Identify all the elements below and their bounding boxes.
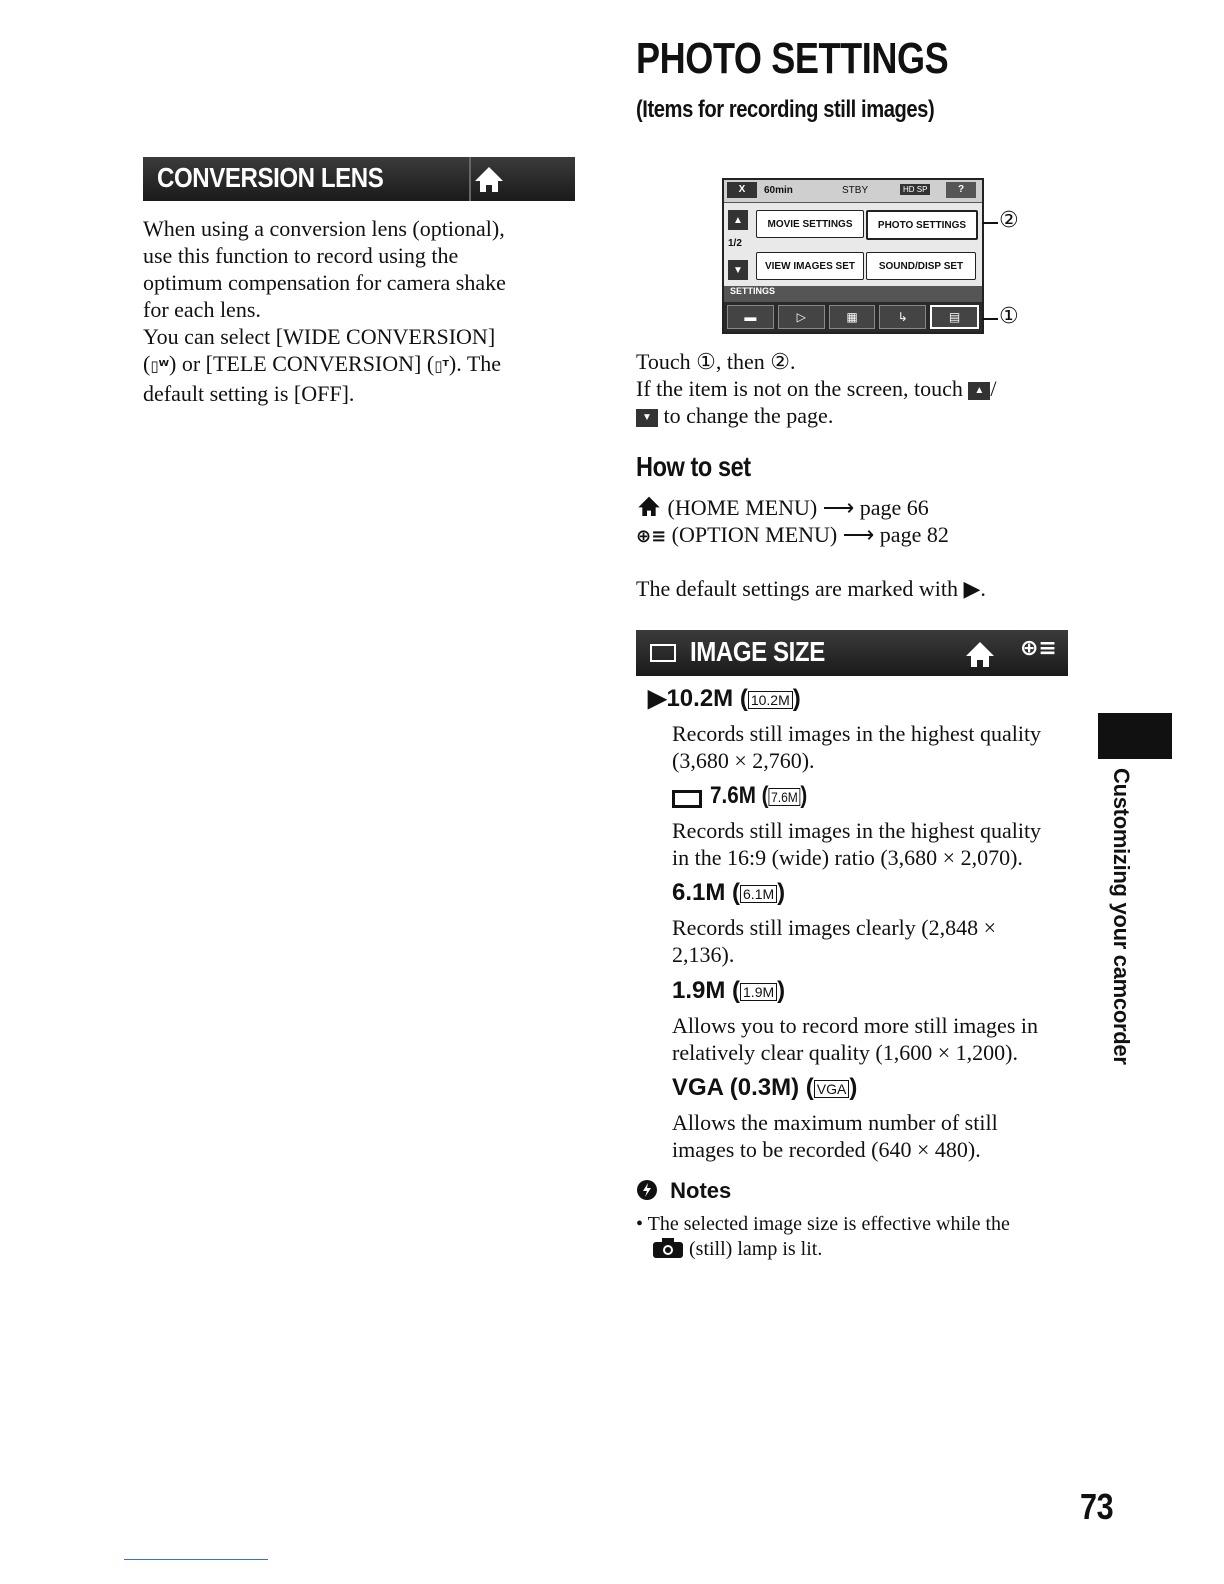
camera-tab-icon: ▬ — [727, 305, 774, 329]
page-up-icon: ▲ — [968, 382, 990, 400]
print-tab-icon: ↳ — [879, 305, 926, 329]
wide-conversion-icon: ▯ᵂ — [150, 357, 170, 375]
text-fragment: ( — [143, 351, 151, 376]
text-line: optimum compensation for camera shake — [143, 270, 506, 295]
text-fragment: ) or [TELE CONVERSION] ( — [169, 351, 435, 376]
text-line: You can select [WIDE CONVERSION] — [143, 324, 496, 349]
lcd-settings-strip: SETTINGS — [724, 286, 982, 302]
callout-line — [982, 318, 998, 320]
lcd-close-button: X — [727, 182, 757, 198]
lcd-movie-settings: MOVIE SETTINGS — [756, 210, 864, 238]
image-size-heading: IMAGE SIZE — [690, 636, 825, 667]
lcd-status: STBY — [842, 185, 869, 196]
text-line: Records still images in the highest quality — [672, 721, 1042, 746]
note-line — [636, 1237, 1010, 1262]
instruction-line — [636, 402, 1076, 429]
lcd-mode: HD SP — [900, 184, 930, 195]
chapter-label-text: Customizing your camcorder — [1109, 768, 1134, 1065]
how-to-set-list — [636, 494, 1076, 550]
text-fragment: to change the page. — [663, 403, 834, 428]
page-title: PHOTO SETTINGS — [636, 34, 949, 83]
size-badge: 6.1M — [740, 885, 777, 903]
text-line: for each lens. — [143, 297, 261, 322]
default-note: The default settings are marked with ▶. — [636, 576, 986, 601]
callout-1: ① — [999, 304, 1019, 329]
conversion-lens-heading: CONVERSION LENS — [157, 162, 384, 193]
image-size-item — [672, 977, 785, 1005]
image-size-bar — [636, 630, 1068, 676]
option-menu-icon: ⊕≡ — [636, 526, 667, 547]
text-line: images to be recorded (640 × 480). — [672, 1137, 981, 1162]
text-line: relatively clear quality (1,600 × 1,200). — [672, 1040, 1018, 1065]
text-line: (3,680 × 2,760). — [672, 748, 815, 773]
item-title: 6.1M ( 6.1M ) — [672, 879, 786, 906]
item-title: 1.9M ( 1.9M ) — [672, 977, 786, 1004]
item-description — [672, 914, 996, 968]
tele-conversion-icon: ▯ᵀ — [434, 357, 449, 375]
item-title: 7.6M ( 7.6M ) — [710, 782, 808, 809]
notes-icon — [636, 1179, 658, 1201]
page-subtitle: (Items for recording still images) — [636, 96, 935, 123]
instruction-line — [636, 375, 1076, 402]
item-description — [672, 720, 1041, 774]
home-icon — [636, 494, 662, 518]
home-icon — [962, 636, 998, 672]
conversion-lens-bar — [143, 157, 575, 201]
page-number: 73 — [1080, 1486, 1114, 1527]
text-fragment: / — [990, 376, 997, 401]
callout-2: ② — [999, 208, 1019, 233]
conversion-lens-text — [143, 215, 583, 407]
note-line: • The selected image size is effective while the — [636, 1213, 1010, 1235]
text-line: Allows the maximum number of still — [672, 1110, 998, 1135]
lcd-photo-settings: PHOTO SETTINGS — [866, 210, 978, 240]
text-line: in the 16:9 (wide) ratio (3,680 × 2,070). — [672, 845, 1023, 870]
page-up-icon: ▲ — [728, 210, 748, 230]
text-fragment: (still) lamp is lit. — [689, 1238, 823, 1260]
notes-title: Notes — [670, 1178, 732, 1203]
size-badge: VGA — [814, 1080, 850, 1098]
image-size-item — [648, 684, 801, 713]
instruction-line: Touch ①, then ②. — [636, 349, 796, 374]
text-fragment: (HOME MENU) ⟶ page 66 — [667, 495, 929, 520]
text-line: default setting is [OFF]. — [143, 381, 355, 406]
item-title: VGA (0.3M) ( VGA ) — [672, 1074, 858, 1101]
callout-line — [982, 222, 998, 224]
how-to-set-home — [636, 494, 1076, 521]
page-down-icon: ▼ — [728, 260, 748, 280]
settings-tab-icon: ▤ — [930, 305, 979, 329]
item-title: ▶10.2M ( 10.2M ) — [648, 685, 801, 712]
edit-tab-icon: ▦ — [829, 305, 876, 329]
text-fragment: ). The — [448, 351, 502, 376]
text-line: When using a conversion lens (optional), — [143, 216, 505, 241]
text-line: Records still images clearly (2,848 × — [672, 915, 996, 940]
chapter-tab — [1098, 713, 1172, 759]
text-line: Allows you to record more still images in — [672, 1013, 1038, 1038]
item-description — [672, 1012, 1038, 1066]
item-description — [672, 817, 1041, 871]
notes-heading — [636, 1178, 731, 1204]
text-line — [143, 350, 583, 380]
size-badge: 7.6M — [768, 788, 800, 806]
home-icon — [471, 161, 507, 197]
option-menu-icon: ⊕≡ — [1020, 636, 1057, 661]
image-size-item — [672, 1074, 857, 1102]
size-badge: 1.9M — [740, 983, 777, 1001]
chapter-label — [1098, 768, 1138, 1065]
wide-icon — [672, 790, 702, 808]
text-fragment: (OPTION MENU) ⟶ page 82 — [671, 522, 949, 547]
text-line: 2,136). — [672, 942, 735, 967]
lcd-tab-row — [724, 302, 982, 332]
page-down-icon: ▼ — [636, 409, 658, 427]
notes-body — [636, 1212, 1010, 1262]
item-description — [672, 1109, 998, 1163]
size-badge: 10.2M — [748, 691, 793, 709]
lcd-sound-disp-set: SOUND/DISP SET — [866, 252, 976, 280]
lcd-page-indicator: 1/2 — [728, 238, 742, 249]
lcd-view-images-set: VIEW IMAGES SET — [756, 252, 864, 280]
lcd-help-button: ? — [946, 182, 976, 198]
how-to-set-option — [636, 521, 1076, 550]
lcd-battery: 60min — [764, 185, 793, 196]
lcd-screen-illustration — [722, 178, 984, 334]
text-line: Records still images in the highest quality — [672, 818, 1042, 843]
text-fragment: If the item is not on the screen, touch — [636, 376, 963, 401]
image-size-item — [672, 879, 785, 907]
how-to-set-heading: How to set — [636, 451, 751, 482]
text-line: use this function to record using the — [143, 243, 459, 268]
playback-tab-icon: ▷ — [778, 305, 825, 329]
instructions — [636, 348, 1076, 429]
lcd-status-bar — [724, 180, 982, 203]
camera-icon — [652, 1237, 684, 1259]
footer-divider — [124, 1559, 268, 1560]
image-size-icon — [650, 644, 676, 662]
